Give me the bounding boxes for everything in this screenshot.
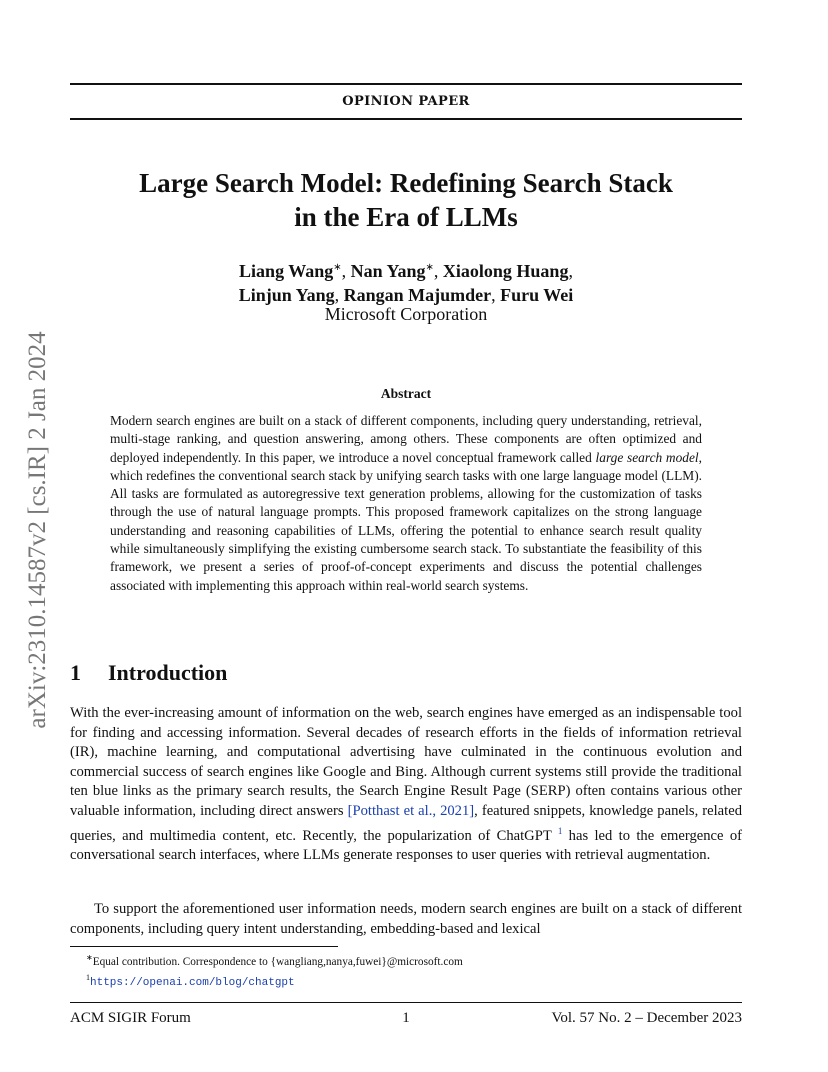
header-rule xyxy=(70,118,742,120)
citation-year: 2021 xyxy=(440,802,470,819)
author-line-1 xyxy=(70,256,742,283)
title-line-1: Large Search Model: Redefining Search Stack xyxy=(139,168,673,198)
citation-link[interactable] xyxy=(348,803,475,819)
footnote-rule xyxy=(70,946,338,947)
paragraph-text: With the ever-increasing amount of information on the web, search engines have emerged as an indispensable tool for finding and accessing information. Several decades of research efforts in the fields of information retrieval (IR), machine learning, and computational advertising have culminated in the continuous evolution and commercial success of search engines like Google and Bing. Although current systems still provide the traditional ten blue links as the primary search results, the Search Engine Result Page (SERP) often contains various other valuable information, including direct answers xyxy=(70,705,742,819)
affiliation: Microsoft Corporation xyxy=(324,304,488,324)
section-number: 1 xyxy=(70,660,81,685)
author-separator: , xyxy=(334,285,344,305)
author-name: Liang Wang xyxy=(239,261,334,281)
author-list xyxy=(70,256,742,307)
section-title: Introduction xyxy=(108,660,228,685)
author-name: Linjun Yang xyxy=(238,285,335,305)
citation-bracket: ] xyxy=(469,802,475,819)
author-name: Rangan Majumder xyxy=(343,285,492,305)
paper-title xyxy=(70,166,742,234)
volume-info: Vol. 57 No. 2 – December 2023 xyxy=(551,1010,742,1026)
title-line-2: in the Era of LLMs xyxy=(294,202,518,232)
footnote-text: Equal contribution. Correspondence to {wangliang,nanya,fuwei}@microsoft.com xyxy=(92,955,463,968)
author-name: Furu Wei xyxy=(500,285,574,305)
author-separator: , xyxy=(433,261,443,281)
intro-paragraph-1 xyxy=(70,704,742,866)
footnotes xyxy=(86,950,726,991)
abstract-italic-term: large search model xyxy=(595,449,699,465)
equal-contribution-mark: ∗ xyxy=(333,262,342,273)
citation-author: Potthast et al. xyxy=(352,802,433,819)
abstract-text-part: , which redefines the conventional search stack by unifying search tasks with one large language model (LLM). All tasks are formulated as autoregressive text generation problems, allowing for the customization of tasks through the use of natural language prompts. This proposed framework capitalizes on the strong language understanding and reasoning capabilities of LLMs, offering the potential to enhance search result quality while simultaneously simplifying the existing cumbersome search stack. To substantiate the feasibility of this framework, we present a series of proof-of-concept experiments and discuss the potential challenges associated with implementing this approach within real-world search systems. xyxy=(110,449,702,593)
footnote-mark: ∗ xyxy=(86,953,93,962)
footnote-1 xyxy=(86,950,726,970)
journal-name: ACM SIGIR Forum xyxy=(70,1010,191,1026)
abstract-text-part: Modern search engines are built on a stack of different components, including query understanding, retrieval, multi-stage ranking, and question answering, among others. These components are often optimized and deployed independently. In this paper, we introduce a novel conceptual framework called xyxy=(110,413,702,465)
citation-bracket: [ xyxy=(347,802,353,819)
intro-paragraph-2: To support the aforementioned user information needs, modern search engines are built on a stack of different components, including query intent understanding, embedding-based and lexical xyxy=(70,901,742,937)
arxiv-identifier: arXiv:2310.14587v2 [cs.IR] 2 Jan 2024 xyxy=(24,331,51,729)
top-rule xyxy=(70,83,742,85)
paper-type-label: OPINION PAPER xyxy=(342,94,470,109)
author-separator: , xyxy=(491,285,501,305)
abstract-text xyxy=(110,412,702,595)
footnote-ref-link[interactable]: 1 xyxy=(557,825,563,836)
author-name: Xiaolong Huang xyxy=(442,261,569,281)
author-separator: , xyxy=(568,261,573,281)
paragraph-text: , featured snippets, knowledge panels, related queries, and multimedia content, etc. Recently, the popularization of ChatGPT xyxy=(70,802,742,844)
section-heading xyxy=(70,660,227,686)
paragraph-text: has led to the emergence of conversational search interfaces, where LLMs generate responses to user queries with retrieval augmentation. xyxy=(70,827,742,864)
author-name: Nan Yang xyxy=(350,261,426,281)
abstract-heading: Abstract xyxy=(380,386,432,401)
footnote-mark: 1 xyxy=(86,972,90,982)
author-separator: , xyxy=(341,261,351,281)
footnote-2 xyxy=(86,970,726,991)
chatgpt-url-link[interactable]: https://openai.com/blog/chatgpt xyxy=(90,976,295,989)
equal-contribution-mark: ∗ xyxy=(425,262,434,273)
page-number: 1 xyxy=(402,1010,410,1026)
footer-rule xyxy=(70,1002,742,1003)
citation-separator: , xyxy=(432,802,441,819)
